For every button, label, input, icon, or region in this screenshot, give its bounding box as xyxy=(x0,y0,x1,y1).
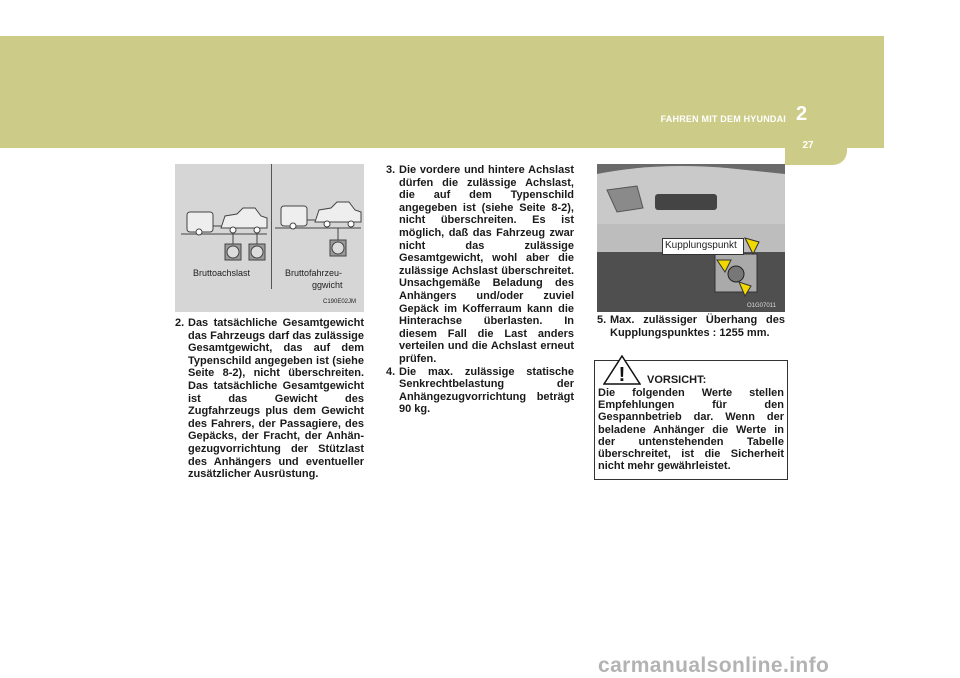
column-1 xyxy=(175,317,364,481)
figure-car-rear xyxy=(597,164,785,312)
label-gross-axle-weight: Bruttoachslast xyxy=(193,268,251,278)
warning-triangle-icon xyxy=(603,355,641,385)
figure-divider xyxy=(271,164,272,289)
list-item-5 xyxy=(597,314,785,339)
figure-code: O1G07011 xyxy=(747,303,776,309)
warning-title: VORSICHT: xyxy=(647,374,707,386)
list-item-3 xyxy=(386,164,574,366)
column-2 xyxy=(386,164,574,416)
list-text: Die vordere und hintere Achslast dürfen die zulässige Achslast, die auf dem Typenschild angegeben ist (siehe Seite 8-2), nicht überschreiten. Es ist möglich, daß das Fahrzeug zwar nicht das zulässige Gesamtgewicht, wohl aber die zulässige Achslast überschreitet. Unsachgemäße Beladung des Anhängers und/oder zuviel Gepäck im Kofferraum kann die Hinterachse überlasten. In diesem Fall die Last anders verteilen und die Achslast erneut prüfen. xyxy=(399,164,574,365)
list-item-4 xyxy=(386,366,574,416)
list-number: 4. xyxy=(386,365,396,378)
label-gross-vehicle-weight-line1: Bruttofahrzeu- xyxy=(285,268,343,278)
column-3 xyxy=(597,314,785,339)
list-number: 5. xyxy=(597,314,607,326)
list-text: Die max. zulässige statische Senkrechtbelastung der Anhängezugvorrichtung beträgt 90 kg. xyxy=(399,365,574,416)
label-gross-vehicle-weight-line2: ggwicht xyxy=(312,280,343,290)
section-title: FAHREN MIT DEM HYUNDAI xyxy=(660,114,786,124)
figure-code: C190E02JM xyxy=(323,299,357,305)
list-text: Max. zulässiger Überhang des Kupplungspunktes : 1255 mm. xyxy=(610,314,785,339)
list-text: Das tatsächliche Gesamtgewicht das Fahrzeugs darf das zulässige Gesamtgewicht, das auf dem Typenschild angegeben ist (siehe Seite 8-2), nicht überschreiten. Das tatsächliche Gesamtgewicht ist das Gewicht des Zugfahrzeugs plus dem Gewicht des Fahrers, der Passagiere, des Gepäcks, der Fracht, der Anhän-gezugvorrichtung der Stützlast des Anhängers und eventueller zusätzlicher Ausrüstung. xyxy=(188,317,364,481)
list-number: 2. xyxy=(175,317,185,329)
watermark: carmanualsonline.info xyxy=(598,654,830,677)
svg-text:!: ! xyxy=(618,364,626,385)
callout-coupling-point: Kupplungspunkt xyxy=(665,240,737,251)
warning-box xyxy=(594,360,788,480)
figure-trailer-weights xyxy=(175,164,364,312)
list-number: 3. xyxy=(386,164,396,176)
list-item-2 xyxy=(175,317,364,481)
header-band xyxy=(0,36,884,148)
page-number: 27 xyxy=(802,140,814,151)
warning-text: Die folgenden Werte stellen Empfehlungen für den Gespannbetrieb dar. Wenn der beladene Anhänger die Werte in der untenstehenden Tabelle überschreitet, ist die Sicherheit nicht mehr gewährleistet. xyxy=(598,387,784,473)
chapter-number: 2 xyxy=(796,103,808,125)
